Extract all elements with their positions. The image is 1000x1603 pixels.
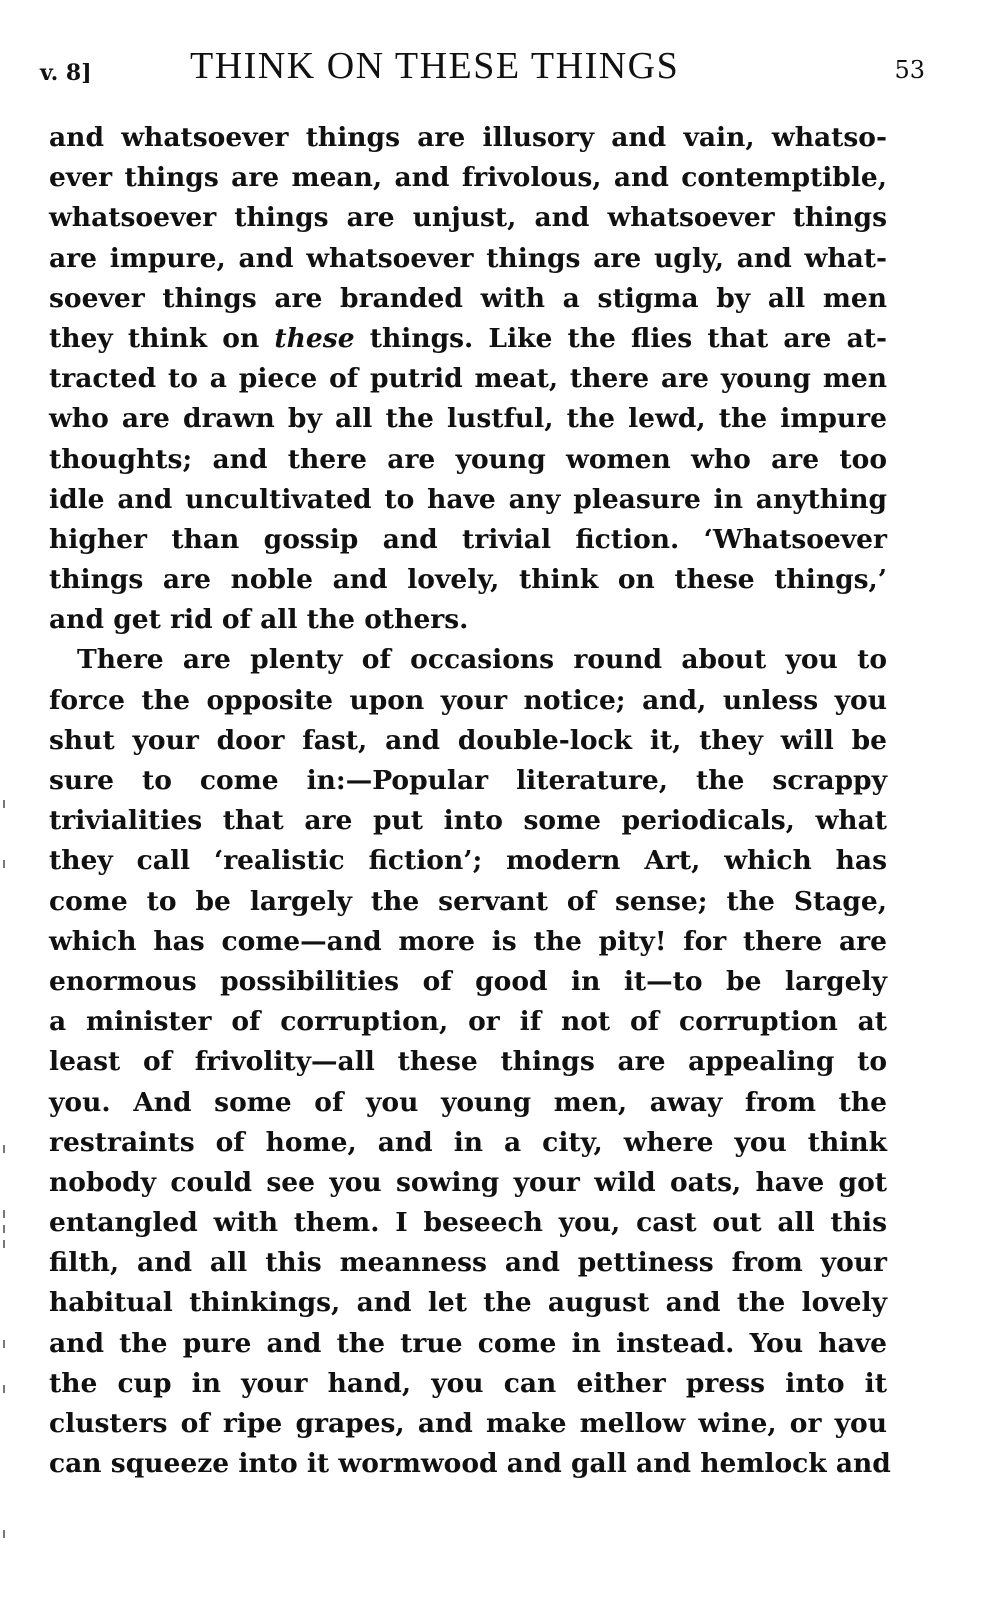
text-line: restraints of home, and in a city, where you think	[49, 1126, 887, 1158]
text-line: enormous possibilities of good in it—to be largely	[49, 965, 887, 997]
text-line: which has come—and more is the pity! for there are	[49, 925, 887, 957]
text-segment: things. Like the flies that are at-	[354, 322, 887, 354]
text-line: the cup in your hand, you can either press into it	[49, 1367, 887, 1399]
text-line: can squeeze into it wormwood and gall and hemlock and	[49, 1448, 891, 1480]
text-line: and the pure and the true come in instead. You have	[49, 1327, 887, 1359]
text-line: thoughts; and there are young women who are too	[49, 443, 887, 475]
text-line: higher than gossip and trivial fiction. ‘Whatsoever	[49, 523, 887, 555]
text-segment: they think on	[49, 322, 275, 354]
italic-word: these	[274, 322, 355, 354]
paragraph	[49, 118, 887, 640]
page-number: 53	[894, 56, 925, 84]
scan-mark	[3, 860, 5, 868]
body-text	[49, 118, 891, 1484]
text-line: least of frivolity—all these things are appealing to	[49, 1046, 887, 1078]
text-line: There are plenty of occasions round about you to	[77, 644, 887, 676]
verse-reference: v. 8]	[40, 60, 92, 86]
scan-mark	[3, 1240, 5, 1248]
text-line: clusters of ripe grapes, and make mellow wine, or you	[49, 1408, 887, 1439]
text-line: entangled with them. I beseech you, cast out all this	[49, 1207, 887, 1239]
text-line: idle and uncultivated to have any pleasure in anything	[49, 483, 887, 515]
scan-mark	[3, 1530, 5, 1538]
scan-mark	[3, 1385, 5, 1393]
text-line	[49, 319, 887, 359]
text-line: they call ‘realistic fiction’; modern Art, which has	[49, 845, 887, 877]
scan-mark	[3, 800, 5, 808]
text-line: trivialities that are put into some periodicals, what	[49, 805, 887, 837]
text-line: tracted to a piece of putrid meat, there are young men	[49, 363, 887, 395]
text-line: and get rid of all the others.	[49, 604, 469, 636]
text-line: whatsoever things are unjust, and whatsoever things	[49, 202, 887, 234]
text-line: soever things are branded with a stigma by all men	[49, 282, 887, 314]
text-line: who are drawn by all the lustful, the lewd, the impure	[49, 403, 887, 435]
page-title: THINK ON THESE THINGS	[190, 45, 680, 87]
text-line: filth, and all this meanness and pettiness from your	[49, 1247, 887, 1279]
scan-mark	[3, 1225, 5, 1233]
text-line: nobody could see you sowing your wild oats, have got	[49, 1166, 887, 1198]
text-line: are impure, and whatsoever things are ugly, and what-	[49, 242, 887, 274]
text-line: and whatsoever things are illusory and vain, whatso-	[49, 122, 887, 153]
scan-mark	[3, 1210, 5, 1218]
scan-mark	[3, 1340, 5, 1348]
text-line: a minister of corruption, or if not of corruption at	[49, 1006, 887, 1038]
text-line: you. And some of you young men, away from the	[49, 1086, 887, 1118]
text-line: force the opposite upon your notice; and, unless you	[49, 684, 887, 716]
paragraph	[49, 640, 891, 1484]
running-head	[40, 44, 925, 94]
text-line: things are noble and lovely, think on these things,’	[49, 564, 887, 596]
text-line: shut your door fast, and double-lock it, they will be	[49, 724, 887, 756]
scan-mark	[3, 1145, 5, 1153]
text-line: habitual thinkings, and let the august and the lovely	[49, 1287, 887, 1319]
text-line: ever things are mean, and frivolous, and contemptible,	[49, 162, 887, 194]
text-line: come to be largely the servant of sense; the Stage,	[49, 885, 887, 917]
text-line: sure to come in:—Popular literature, the scrappy	[49, 765, 887, 796]
